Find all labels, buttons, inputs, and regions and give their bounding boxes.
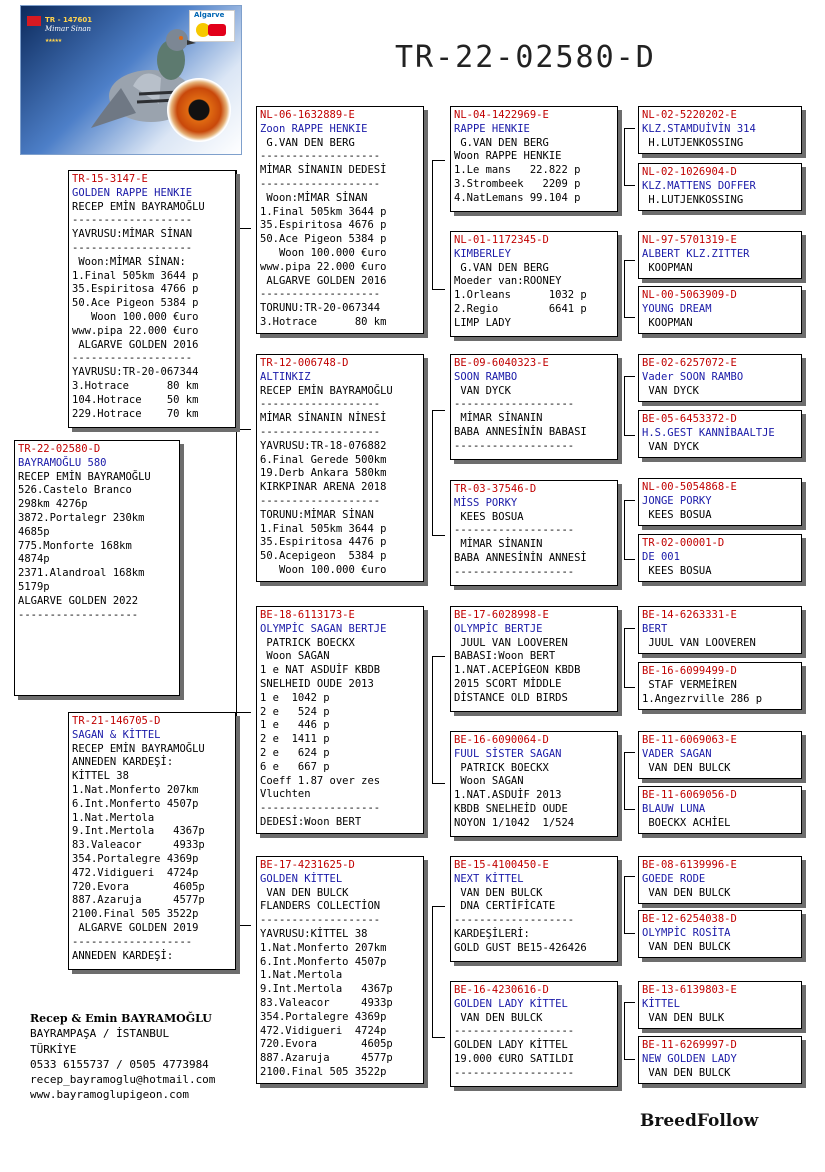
pedigree-line: 3.Hotrace 80 km (72, 379, 199, 392)
pedigree-line: 1 e 1042 p (260, 691, 330, 704)
pedigree-line: VAN DEN BULCK (642, 886, 731, 899)
pedigree-line: 3.Hotrace 80 km (260, 315, 387, 328)
pedigree-line: 6.Int.Monferto 4507p (72, 797, 199, 810)
pedigree-line: 1.Le mans 22.822 p (454, 164, 581, 177)
pedigree-line: 229.Hotrace 70 km (72, 407, 199, 420)
pedigree-line: ------------------- (454, 1066, 575, 1079)
algarve-label: Algarve (194, 11, 225, 19)
pedigree-line: ALGARVE GOLDEN 2022 (18, 594, 139, 607)
pigeon-name: Vader SOON RAMBO (642, 370, 744, 383)
pedigree-line: 472.Vidigueri 4724p (260, 1024, 387, 1037)
pigeon-name: ALBERT KLZ.ZITTER (642, 247, 750, 260)
pedigree-line: 4874p (18, 553, 50, 566)
pedigree-line: KEES BOSUA (642, 508, 712, 521)
pedigree-line: 720.Evora 4605p (72, 880, 205, 893)
pigeon-name: KLZ.MATTENS DOFFER (642, 179, 756, 192)
pigeon-name: GOEDE RODE (642, 872, 706, 885)
pigeon-name: KLZ.STAMDUİVİN 314 (642, 122, 756, 135)
ring-number: NL-02-1026904-D (642, 166, 737, 178)
pedigree-line: 1.Final 505km 3644 p (260, 522, 387, 535)
pedigree-line: ------------------- (260, 288, 381, 301)
connector (624, 128, 635, 186)
pedigree-line: ------------------- (72, 352, 193, 365)
gen5-card[interactable] (638, 534, 802, 582)
gen5-card[interactable] (638, 981, 802, 1029)
pedigree-line: 354.Portalegre 4369p (72, 852, 199, 865)
pedigree-line: ANNEDEN KARDEŞİ: (72, 756, 174, 769)
pedigree-line: ------------------- (260, 150, 381, 163)
gen5-card[interactable] (638, 662, 802, 710)
sire-sire-card[interactable] (256, 106, 424, 334)
gen5-card[interactable] (638, 478, 802, 526)
pedigree-line: Woon 100.000 €uro (260, 246, 387, 259)
pedigree-line: ------------------- (260, 177, 381, 190)
pedigree-line: ------------------- (454, 524, 575, 537)
pedigree-line: 3872.Portalegr 230km (18, 511, 145, 524)
gen5-card[interactable] (638, 354, 802, 402)
pedigree-line: TORUNU:MİMAR SİNAN (260, 508, 374, 521)
great-grandparent-card[interactable] (450, 231, 618, 337)
sire-card[interactable] (68, 170, 236, 428)
ring-number: TR-22-02580-D (18, 443, 101, 455)
pigeon-name: H.S.GEST KANNİBAALTJE (642, 426, 775, 439)
pedigree-line: ------------------- (454, 1025, 575, 1038)
pedigree-line: FLANDERS COLLECTİON (260, 900, 381, 913)
banner-ring: TR - 147601 (45, 16, 93, 24)
ring-number: BE-09-6040323-E (454, 357, 549, 369)
pedigree-line: DİSTANCE OLD BIRDS (454, 691, 568, 704)
pedigree-line: YAVRUSU:TR-20-067344 (72, 366, 199, 379)
pedigree-line: Woon SAGAN (260, 650, 330, 663)
pedigree-line: VAN DEN BULCK (642, 940, 731, 953)
pigeon-name: GOLDEN LADY KİTTEL (454, 997, 568, 1010)
connector (624, 1002, 635, 1060)
ring-number: BE-11-6269997-D (642, 1039, 737, 1051)
pedigree-line: VAN DEN BULCK (454, 1011, 543, 1024)
pedigree-line: G.VAN DEN BERG (454, 136, 549, 149)
pigeon-eye-icon (167, 78, 231, 142)
great-grandparent-card[interactable] (450, 981, 618, 1087)
pedigree-line: RECEP EMİN BAYRAMOĞLU (72, 200, 205, 213)
pedigree-line: Vluchten (260, 788, 311, 801)
pedigree-line: ------------------- (72, 214, 193, 227)
pedigree-line: 2100.Final 505 3522p (72, 908, 199, 921)
connector (432, 160, 445, 290)
pedigree-line: 472.Vidigueri 4724p (72, 866, 199, 879)
pedigree-line: 50.Acepigeon 5384 p (260, 550, 387, 563)
pigeon-name: NEXT KİTTEL (454, 872, 524, 885)
breeder-name: Recep & Emin BAYRAMOĞLU (30, 1012, 212, 1025)
ring-number: NL-00-5054868-E (642, 481, 737, 493)
breeder-city: BAYRAMPAŞA / İSTANBUL (30, 1027, 170, 1041)
great-grandparent-card[interactable] (450, 106, 618, 212)
pedigree-line: ------------------- (18, 608, 139, 621)
pedigree-line: 4685p (18, 525, 50, 538)
pedigree-line: VAN DEN BULCK (260, 886, 349, 899)
pedigree-line: ------------------- (72, 935, 193, 948)
pedigree-line: 1.Orleans 1032 p (454, 289, 587, 302)
pedigree-line: ------------------- (454, 398, 575, 411)
connector (432, 656, 445, 784)
ring-number: BE-05-6453372-D (642, 413, 737, 425)
pedigree-line: 19.Derb Ankara 580km (260, 467, 387, 480)
pedigree-line: ------------------- (72, 241, 193, 254)
pedigree-line: RECEP EMİN BAYRAMOĞLU (72, 742, 205, 755)
pedigree-line: Woon:MİMAR SİNAN: (72, 255, 186, 268)
ring-number: NL-97-5701319-E (642, 234, 737, 246)
pedigree-line: Woon:MİMAR SİNAN (260, 191, 368, 204)
gen5-card[interactable] (638, 106, 802, 154)
gen5-card[interactable] (638, 1036, 802, 1084)
pedigree-line: BABASI:Woon BERT (454, 650, 556, 663)
pedigree-line: ------------------- (260, 802, 381, 815)
pedigree-line: 1.Nat.Monferto 207km (260, 941, 387, 954)
pedigree-line: 35.Espiritosa 4476 p (260, 536, 387, 549)
connector (624, 260, 635, 318)
ring-number: BE-15-4100450-E (454, 859, 549, 871)
great-grandparent-card[interactable] (450, 731, 618, 837)
pedigree-line: TORUNU:TR-20-067344 (260, 302, 381, 315)
pedigree-line: 2.Regio 6641 p (454, 302, 587, 315)
pedigree-line: VAN DYCK (454, 384, 511, 397)
ring-number: TR-21-146705-D (72, 715, 161, 727)
dam-card[interactable] (68, 712, 236, 970)
turkish-flag-icon (27, 16, 41, 26)
breeder-phone: 0533 6155737 / 0505 4773984 (30, 1057, 209, 1071)
gen5-card[interactable] (638, 856, 802, 904)
banner-stars: ★★★★★ (45, 36, 62, 44)
pedigree-line: Woon SAGAN (454, 775, 524, 788)
pigeon-name: OLYMPİC BERTJE (454, 622, 543, 635)
algarve-swoosh-icon (208, 24, 226, 36)
pedigree-line: 83.Valeacor 4933p (72, 839, 205, 852)
great-grandparent-card[interactable] (450, 856, 618, 962)
pedigree-line: H.LUTJENKOSSING (642, 193, 744, 206)
pedigree-line: ALGARVE GOLDEN 2016 (72, 338, 199, 351)
pedigree-line: 2015 SCORT MİDDLE (454, 677, 562, 690)
great-grandparent-card[interactable] (450, 606, 618, 712)
gen5-card[interactable] (638, 731, 802, 779)
pedigree-line: 720.Evora 4605p (260, 1038, 393, 1051)
connector (236, 712, 251, 926)
brand-logo: BreedFollow (640, 1111, 759, 1131)
ring-number: BE-16-4230616-D (454, 984, 549, 996)
pedigree-line: YAVRUSU:KİTTEL 38 (260, 927, 368, 940)
ring-number: NL-04-1422969-E (454, 109, 549, 121)
ring-number: BE-14-6263331-E (642, 609, 737, 621)
pigeon-name: OLYMPİC SAGAN BERTJE (260, 622, 387, 635)
pedigree-line: PATRICK BOECKX (260, 636, 355, 649)
pedigree-line: ------------------- (260, 398, 381, 411)
pedigree-line: 6.Int.Monferto 4507p (260, 955, 387, 968)
pigeon-name: BLAUW LUNA (642, 802, 706, 815)
pedigree-line: 1 e NAT ASDUİF KBDB (260, 664, 381, 677)
pedigree-line: ------------------- (260, 425, 381, 438)
pedigree-line: KOOPMAN (642, 261, 693, 274)
breeder-website[interactable]: www.bayramoglupigeon.com (30, 1088, 189, 1102)
pedigree-line: 775.Monforte 168km (18, 539, 132, 552)
ring-number: NL-00-5063909-D (642, 289, 737, 301)
pedigree-line: Moeder van:ROONEY (454, 275, 562, 288)
pedigree-line: 887.Azaruja 4577p (72, 894, 205, 907)
connector (432, 906, 445, 1038)
pedigree-line: 2371.Alandroal 168km (18, 567, 145, 580)
pedigree-line: JUUL VAN LOOVEREN (642, 636, 756, 649)
pedigree-line: YAVRUSU:MİMAR SİNAN (72, 228, 193, 241)
ring-number: TR-12-006748-D (260, 357, 349, 369)
pigeon-name: YOUNG DREAM (642, 302, 712, 315)
gen5-card[interactable] (638, 231, 802, 279)
pedigree-line: Coeff 1.87 over zes (260, 774, 381, 787)
pedigree-line: 83.Valeacor 4933p (260, 996, 393, 1009)
breeder-email[interactable]: recep_bayramoglu@hotmail.com (30, 1073, 216, 1087)
pedigree-line: 2 e 1411 p (260, 733, 330, 746)
pedigree-line: 6 e 667 p (260, 760, 330, 773)
pedigree-line: 104.Hotrace 50 km (72, 393, 199, 406)
pedigree-line: ------------------- (454, 565, 575, 578)
pedigree-line: KARDEŞİLERİ: (454, 927, 530, 940)
pedigree-line: ------------------- (454, 439, 575, 452)
banner-photo (20, 5, 242, 155)
connector (624, 628, 635, 688)
connector (624, 876, 635, 934)
pedigree-line: GOLD GUST BE15-426426 (454, 941, 587, 954)
pedigree-line: 1.Final 505km 3644 p (260, 205, 387, 218)
pedigree-line: NOYON 1/1042 1/524 (454, 816, 575, 829)
pedigree-line: MİMAR SİNANIN DEDESİ (260, 164, 387, 177)
pedigree-line: KEES BOSUA (642, 564, 712, 577)
pedigree-line: 50.Ace Pigeon 5384 p (72, 297, 199, 310)
pedigree-line: BABA ANNESİNİN BABASI (454, 425, 587, 438)
pedigree-line: 4.NatLemans 99.104 p (454, 191, 581, 204)
subject-pigeon-card[interactable] (14, 440, 180, 696)
pedigree-line: 887.Azaruja 4577p (260, 1052, 393, 1065)
pedigree-line: 9.Int.Mertola 4367p (72, 825, 205, 838)
ring-number: NL-02-5220202-E (642, 109, 737, 121)
pedigree-line: 1.NAT.ASDUİF 2013 (454, 789, 562, 802)
pedigree-line: ------------------- (260, 914, 381, 927)
ring-number: BE-11-6069056-D (642, 789, 737, 801)
ring-number: BE-13-6139803-E (642, 984, 737, 996)
page-title: TR-22-02580-D (395, 40, 656, 75)
ring-number: BE-18-6113173-E (260, 609, 355, 621)
pedigree-line: ------------------- (260, 494, 381, 507)
pigeon-name: RAPPE HENKIE (454, 122, 530, 135)
gen5-card[interactable] (638, 606, 802, 654)
pedigree-line: STAF VERMEİREN (642, 678, 737, 691)
pedigree-line: 35.Espiritosa 4676 p (260, 219, 387, 232)
pigeon-name: OLYMPİC ROSİTA (642, 926, 731, 939)
pedigree-line: 1 e 446 p (260, 719, 330, 732)
pigeon-name: GOLDEN KİTTEL (260, 872, 343, 885)
pedigree-line: MİMAR SİNANIN (454, 538, 543, 551)
pedigree-line: 1.Nat.Mertola (260, 969, 343, 982)
pedigree-line: LIMP LADY (454, 316, 511, 329)
pedigree-line: 3.Strombeek 2209 p (454, 177, 581, 190)
ring-number: TR-15-3147-E (72, 173, 148, 185)
pedigree-line: BOECKX ACHİEL (642, 816, 731, 829)
pedigree-line: RECEP EMİN BAYRAMOĞLU (18, 470, 151, 483)
pigeon-name: ALTINKIZ (260, 370, 311, 383)
pedigree-line: 298km 4276p (18, 498, 88, 511)
pedigree-line: JUUL VAN LOOVEREN (454, 636, 568, 649)
dam-sire-card[interactable] (256, 606, 424, 834)
pedigree-line: 354.Portalegre 4369p (260, 1010, 387, 1023)
pedigree-line: VAN DYCK (642, 440, 699, 453)
pedigree-line: KİTTEL 38 (72, 770, 129, 783)
connector (624, 752, 635, 810)
dam-dam-card[interactable] (256, 856, 424, 1084)
pigeon-name: BAYRAMOĞLU 580 (18, 456, 107, 469)
pedigree-line: 2 e 524 p (260, 705, 330, 718)
ring-number: BE-11-6069063-E (642, 734, 737, 746)
pedigree-line: www.pipa 22.000 €uro (72, 324, 199, 337)
breeder-country: TÜRKİYE (30, 1042, 77, 1056)
ring-number: BE-16-6090064-D (454, 734, 549, 746)
pedigree-line: 6.Final Gerede 500km (260, 453, 387, 466)
pedigree-line: KBDB SNELHEİD OUDE (454, 802, 568, 815)
pedigree-line: Woon RAPPE HENKIE (454, 150, 562, 163)
pedigree-line: VAN DEN BULCK (454, 886, 543, 899)
gen5-card[interactable] (638, 410, 802, 458)
pedigree-line: 9.Int.Mertola 4367p (260, 983, 393, 996)
pigeon-name: Zoon RAPPE HENKIE (260, 122, 368, 135)
pedigree-line: PATRICK BOECKX (454, 761, 549, 774)
pedigree-line: KOOPMAN (642, 316, 693, 329)
pedigree-line: 2100.Final 505 3522p (260, 1065, 387, 1078)
pigeon-name: KİTTEL (642, 997, 680, 1010)
great-grandparent-card[interactable] (450, 480, 618, 586)
pedigree-line: VAN DEN BULK (642, 1011, 725, 1024)
pedigree-line: KEES BOSUA (454, 510, 524, 523)
pigeon-name: BERT (642, 622, 668, 635)
ring-number: NL-06-1632889-E (260, 109, 355, 121)
pedigree-line: 50.Ace Pigeon 5384 p (260, 233, 387, 246)
pedigree-line: ANNEDEN KARDEŞİ: (72, 949, 174, 962)
pedigree-line: BABA ANNESİNİN ANNESİ (454, 551, 587, 564)
pedigree-line: Woon 100.000 €uro (260, 563, 387, 576)
pedigree-line: VAN DEN BULCK (642, 761, 731, 774)
ring-number: TR-02-00001-D (642, 537, 725, 549)
pedigree-line: ALGARVE GOLDEN 2016 (260, 274, 387, 287)
pigeon-name: SAGAN & KİTTEL (72, 728, 161, 741)
pedigree-line: G.VAN DEN BERG (454, 261, 549, 274)
pedigree-line: 1.Nat.Mertola (72, 811, 155, 824)
pigeon-name: NEW GOLDEN LADY (642, 1052, 737, 1065)
pedigree-line: MİMAR SİNANIN NİNESİ (260, 412, 387, 425)
gen5-card[interactable] (638, 163, 802, 211)
breeder-contact (30, 1011, 215, 1103)
pedigree-line: H.LUTJENKOSSING (642, 136, 744, 149)
pedigree-line: G.VAN DEN BERG (260, 136, 355, 149)
pedigree-line: 1.NAT.ACEPİGEON KBDB (454, 664, 581, 677)
pedigree-line: RECEP EMİN BAYRAMOĞLU (260, 384, 393, 397)
ring-number: BE-02-6257072-E (642, 357, 737, 369)
pedigree-line: Woon 100.000 €uro (72, 310, 199, 323)
ring-number: BE-17-6028998-E (454, 609, 549, 621)
connector (236, 228, 251, 430)
pedigree-line: VAN DEN BULCK (642, 1066, 731, 1079)
ring-number: BE-17-4231625-D (260, 859, 355, 871)
banner-name: Mimar Sinan (45, 25, 92, 33)
ring-number: BE-08-6139996-E (642, 859, 737, 871)
connector (432, 410, 445, 536)
pigeon-name: FUUL SİSTER SAGAN (454, 747, 562, 760)
pigeon-name: SOON RAMBO (454, 370, 518, 383)
pedigree-line: 2 e 624 p (260, 746, 330, 759)
connector (624, 500, 635, 560)
pigeon-name: DE 001 (642, 550, 680, 563)
pedigree-line: www.pipa 22.000 €uro (260, 260, 387, 273)
great-grandparent-card[interactable] (450, 354, 618, 460)
connector (624, 376, 635, 436)
pigeon-name: GOLDEN RAPPE HENKIE (72, 186, 193, 199)
pedigree-line: KIRKPINAR ARENA 2018 (260, 481, 387, 494)
ring-number: TR-03-37546-D (454, 483, 537, 495)
gen5-card[interactable] (638, 286, 802, 334)
pedigree-line: DNA CERTİFİCATE (454, 900, 556, 913)
pedigree-line: 1.Nat.Monferto 207km (72, 783, 199, 796)
pedigree-line: ALGARVE GOLDEN 2019 (72, 921, 199, 934)
pedigree-line: DEDESİ:Woon BERT (260, 815, 362, 828)
pedigree-line: ------------------- (454, 914, 575, 927)
pedigree-line: 5179p (18, 580, 50, 593)
pedigree-line: 526.Castelo Branco (18, 484, 132, 497)
ring-number: BE-12-6254038-D (642, 913, 737, 925)
ring-number: NL-01-1172345-D (454, 234, 549, 246)
pedigree-line: VAN DYCK (642, 384, 699, 397)
pigeon-name: JONGE PORKY (642, 494, 712, 507)
pigeon-name: KIMBERLEY (454, 247, 511, 260)
pigeon-name: MİSS PORKY (454, 496, 518, 509)
pedigree-line: YAVRUSU:TR-18-076882 (260, 439, 387, 452)
gen5-card[interactable] (638, 786, 802, 834)
ring-number: BE-16-6099499-D (642, 665, 737, 677)
pedigree-line: MİMAR SİNANIN (454, 412, 543, 425)
pedigree-line: GOLDEN LADY KİTTEL (454, 1039, 568, 1052)
pedigree-line: SNELHEID OUDE 2013 (260, 677, 374, 690)
gen5-card[interactable] (638, 910, 802, 958)
sire-dam-card[interactable] (256, 354, 424, 582)
pigeon-name: VADER SAGAN (642, 747, 712, 760)
pedigree-line: 35.Espiritosa 4766 p (72, 283, 199, 296)
pedigree-line: 1.Angezrville 286 p (642, 692, 763, 705)
pedigree-line: 19.000 €URO SATILDI (454, 1052, 575, 1065)
pedigree-line: 1.Final 505km 3644 p (72, 269, 199, 282)
